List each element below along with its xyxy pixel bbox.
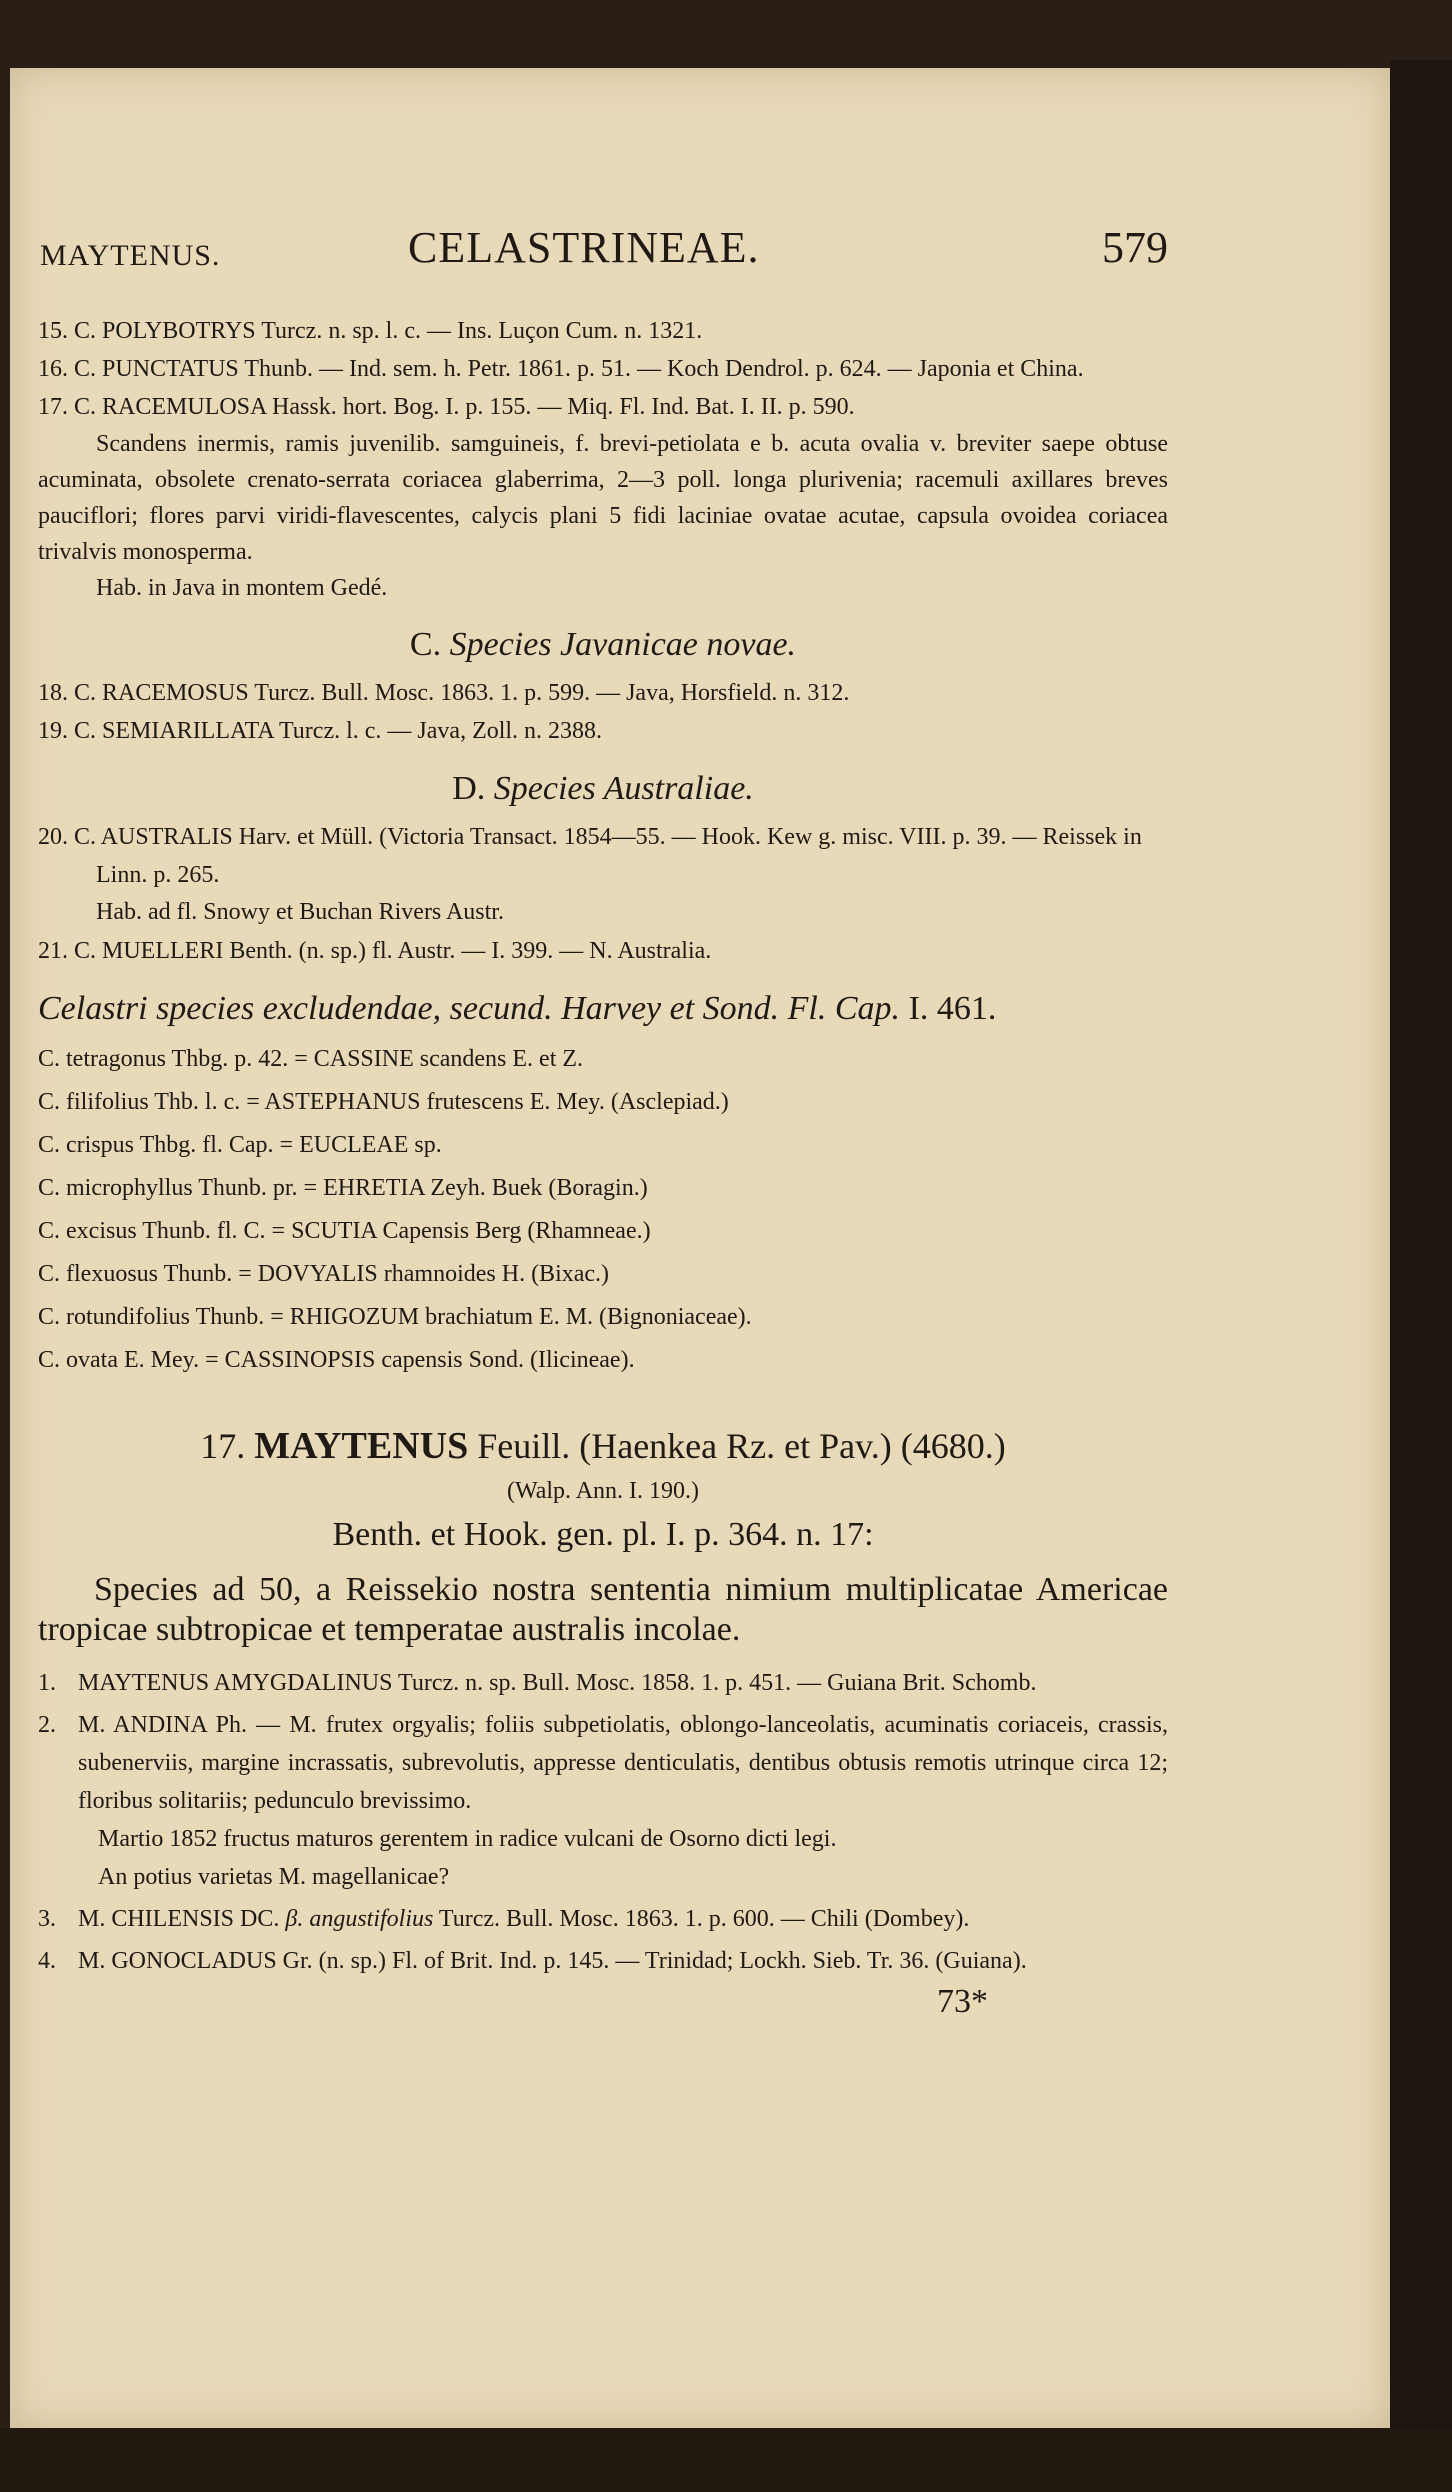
entry-number: 1. bbox=[38, 1670, 56, 1696]
excluded-heading-text: Celastri species excludendae, secund. Harvey et Sond. Fl. Cap. bbox=[38, 990, 901, 1027]
page-content bbox=[38, 223, 1168, 2020]
maytenus-entry-4 bbox=[38, 1942, 1168, 1980]
excluded-species-list bbox=[38, 1038, 1168, 1382]
maytenus-entry-2 bbox=[38, 1706, 1168, 1896]
entry-17-description: Scandens inermis, ramis juvenilib. samguineis, f. brevi-petiolata e b. acuta ovalia v. breviter saepe obtuse acuminata, obsolete crenato-serrata coriacea glaberrima, 2—3 poll. longa plurivenia; racemuli axillares breves pauciflori; flores parvi viridi-flavescentes, calycis plani 5 fidi laciniae ovatae acutae, capsula ovoidea coriacea trivalvis monosperma. bbox=[38, 431, 1168, 565]
excluded-item: C. filifolius Thb. l. c. = ASTEPHANUS frutescens E. Mey. (Asclepiad.) bbox=[38, 1089, 729, 1115]
section-c-letter: C. bbox=[409, 626, 442, 663]
genus-intro: Species ad 50, a Reissekio nostra sententia nimium multiplicatae Americae tropicae subtropicae et temperatae australis incolae. bbox=[38, 1571, 1168, 1648]
entry-20-habitat: Hab. ad fl. Snowy et Buchan Rivers Austr. bbox=[96, 899, 504, 925]
entry-text: M. ANDINA Ph. — M. frutex orgyalis; foliis subpetiolatis, oblongo-lanceolatis, acuminatis coriaceis, crassis, subenerviis, margine incrassatis, subrevolutis, appresse denticulatis, dentibus obtusis remotis utrinque circa 12; floribus solitariis; pedunculo brevissimo. bbox=[78, 1712, 1168, 1814]
section-c-heading bbox=[38, 620, 1168, 670]
excluded-item: C. microphyllus Thunb. pr. = EHRETIA Zeyh. Buek (Boragin.) bbox=[38, 1175, 648, 1201]
entry-15: 15. C. POLYBOTRYS Turcz. n. sp. l. c. — Ins. Luçon Cum. n. 1321. bbox=[38, 318, 703, 344]
excluded-item: C. tetragonus Thbg. p. 42. = CASSINE scandens E. et Z. bbox=[38, 1046, 584, 1072]
entry-variety-name: angustifolius bbox=[309, 1906, 434, 1932]
entry-note: An potius varietas M. magellanicae? bbox=[98, 1864, 450, 1890]
entry-note: Martio 1852 fructus maturos gerentem in radice vulcani de Osorno dicti legi. bbox=[98, 1826, 837, 1852]
genus-authority: Feuill. (Haenkea Rz. et Pav.) (4680.) bbox=[477, 1426, 1006, 1466]
genus-name: MAYTENUS bbox=[254, 1425, 469, 1467]
header-family: CELASTRINEAE. bbox=[408, 223, 760, 272]
entry-number: 2. bbox=[38, 1712, 56, 1738]
entry-number: 3. bbox=[38, 1906, 56, 1932]
section-c-title: Species Javanicae novae. bbox=[449, 626, 797, 663]
entry-17-habitat: Hab. in Java in montem Gedé. bbox=[96, 575, 388, 601]
entry-16: 16. C. PUNCTATUS Thunb. — Ind. sem. h. Petr. 1861. p. 51. — Koch Dendrol. p. 624. — Japonia et China. bbox=[38, 356, 1084, 382]
entry-text: MAYTENUS AMYGDALINUS Turcz. n. sp. Bull. Mosc. 1858. 1. p. 451. — Guiana Brit. Schomb. bbox=[78, 1670, 1037, 1696]
excluded-item: C. ovata E. Mey. = CASSINOPSIS capensis Sond. (Ilicineae). bbox=[38, 1347, 635, 1373]
entry-20: 20. C. AUSTRALIS Harv. et Müll. (Victoria Transact. 1854—55. — Hook. Kew g. misc. VIII. p. 39. — Reissek in Linn. p. 265. bbox=[38, 824, 1142, 888]
genus-bentham-ref: Benth. et Hook. gen. pl. I. p. 364. n. 17: bbox=[332, 1516, 874, 1553]
entry-17: 17. C. RACEMULOSA Hassk. hort. Bog. I. p. 155. — Miq. Fl. Ind. Bat. I. II. p. 590. bbox=[38, 394, 855, 420]
entry-variety-marker: β. bbox=[285, 1906, 304, 1932]
section-d-title: Species Australiae. bbox=[493, 770, 754, 807]
entry-number: 4. bbox=[38, 1948, 56, 1974]
section-d-letter: D. bbox=[452, 770, 486, 807]
maytenus-entry-3 bbox=[38, 1900, 1168, 1938]
genus-walpers-ref: (Walp. Ann. I. 190.) bbox=[506, 1478, 700, 1504]
excluded-heading-ref: I. 461. bbox=[908, 990, 997, 1027]
running-header bbox=[38, 223, 1168, 290]
signature-mark: 73* bbox=[937, 1983, 988, 2020]
header-genus: MAYTENUS. bbox=[40, 239, 221, 272]
excluded-item: C. excisus Thunb. fl. C. = SCUTIA Capensis Berg (Rhamneae.) bbox=[38, 1218, 651, 1244]
entry-18: 18. C. RACEMOSUS Turcz. Bull. Mosc. 1863. 1. p. 599. — Java, Horsfield. n. 312. bbox=[38, 680, 850, 706]
page-number: 579 bbox=[1102, 223, 1168, 272]
maytenus-entry-1 bbox=[38, 1664, 1168, 1702]
genus-heading bbox=[38, 1420, 1168, 1472]
entry-text: M. GONOCLADUS Gr. (n. sp.) Fl. of Brit. Ind. p. 145. — Trinidad; Lockh. Sieb. Tr. 36. (Guiana). bbox=[78, 1948, 1027, 1974]
entry-text-rest: Turcz. Bull. Mosc. 1863. 1. p. 600. — Chili (Dombey). bbox=[438, 1906, 970, 1932]
entry-21: 21. C. MUELLERI Benth. (n. sp.) fl. Austr. — I. 399. — N. Australia. bbox=[38, 938, 712, 964]
excluded-species-heading bbox=[38, 982, 1168, 1036]
genus-number: 17. bbox=[200, 1426, 246, 1466]
entry-19: 19. C. SEMIARILLATA Turcz. l. c. — Java, Zoll. n. 2388. bbox=[38, 718, 603, 744]
excluded-item: C. flexuosus Thunb. = DOVYALIS rhamnoides H. (Bixac.) bbox=[38, 1261, 610, 1287]
entry-text: M. CHILENSIS DC. bbox=[78, 1906, 280, 1932]
excluded-item: C. rotundifolius Thunb. = RHIGOZUM brachiatum E. M. (Bignoniaceae). bbox=[38, 1304, 752, 1330]
scan-background-right bbox=[1390, 60, 1452, 2492]
excluded-item: C. crispus Thbg. fl. Cap. = EUCLEAE sp. bbox=[38, 1132, 442, 1158]
scan-background-bottom bbox=[0, 2428, 1452, 2492]
section-d-heading bbox=[38, 764, 1168, 814]
